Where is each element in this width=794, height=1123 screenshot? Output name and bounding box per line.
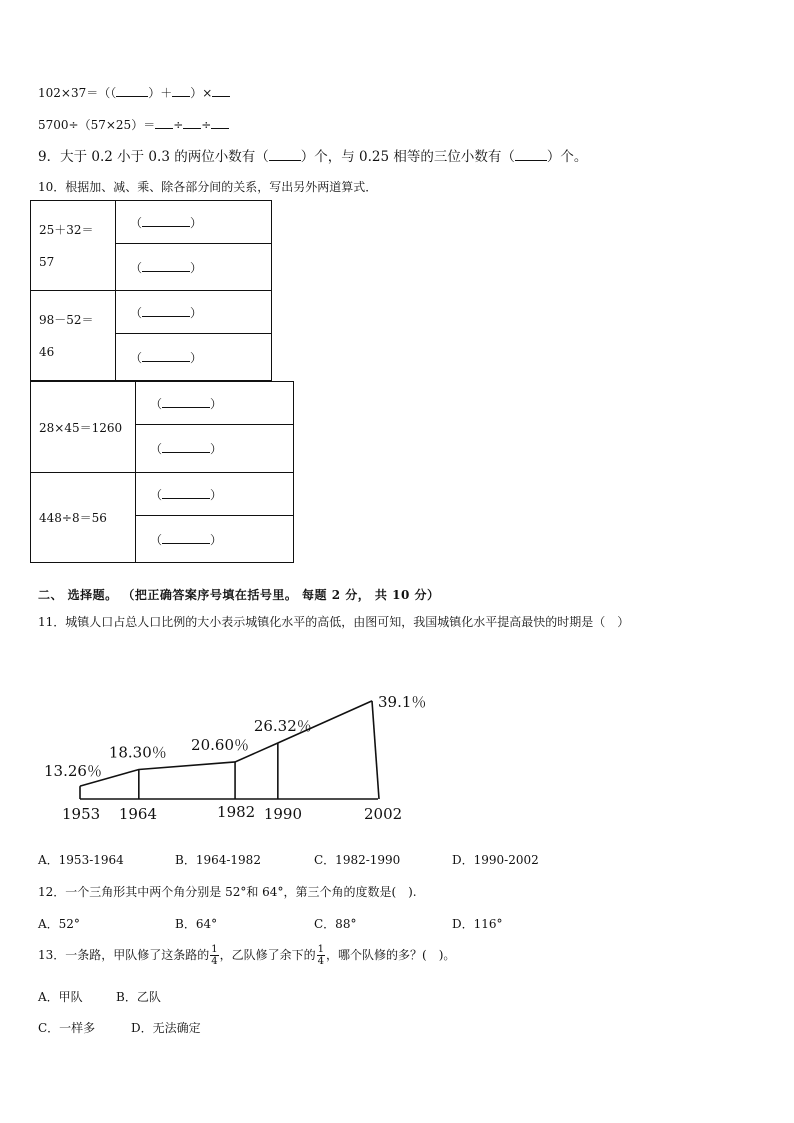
q13-option-c[interactable]: C．一样多 bbox=[38, 1021, 96, 1035]
q12-option-a[interactable]: A．52° bbox=[38, 917, 80, 931]
paren-close: ） bbox=[210, 396, 223, 411]
paren-open: （ bbox=[150, 442, 163, 456]
paren-close: ） bbox=[210, 442, 223, 456]
chart-data-label: 13.26％ bbox=[44, 762, 102, 781]
paren-open: （ bbox=[130, 215, 143, 230]
answer-blank[interactable] bbox=[172, 84, 190, 97]
answer-blank[interactable] bbox=[142, 304, 190, 317]
q8-line1-part-c: ）× bbox=[190, 86, 213, 100]
answer-blank[interactable] bbox=[269, 148, 301, 161]
q9-text bbox=[38, 145, 587, 165]
q13-part-b: ，乙队修了余下的 bbox=[219, 948, 316, 962]
q13-part-a: 13．一条路，甲队修了这条路的 bbox=[38, 948, 210, 962]
answer-blank[interactable] bbox=[162, 440, 210, 453]
paren-close: ） bbox=[190, 215, 203, 230]
chart-x-tick-labels bbox=[62, 803, 402, 823]
paren-close: ） bbox=[210, 487, 223, 502]
answer-blank[interactable] bbox=[211, 116, 229, 129]
q12-option-d[interactable]: D．116° bbox=[452, 917, 503, 931]
answer-cell[interactable] bbox=[136, 473, 294, 516]
q10-equation-4: 448÷8＝56 bbox=[31, 473, 136, 563]
equation-result: 57 bbox=[39, 254, 55, 269]
chart-x-tick-label: 1964 bbox=[118, 805, 158, 823]
paren-close: ） bbox=[210, 532, 223, 547]
answer-cell[interactable] bbox=[116, 244, 272, 291]
chart-right-edge bbox=[372, 701, 379, 799]
q8-line1-part-b: ）＋ bbox=[148, 86, 173, 100]
answer-blank[interactable] bbox=[155, 116, 173, 129]
section-2-title: 二、 选择题。 （把正确答案序号填在括号里。 每题 2 分， 共 10 分） bbox=[38, 588, 440, 602]
q11-option-a[interactable]: A．1953-1964 bbox=[38, 853, 124, 867]
q13-option-d[interactable]: D．无法确定 bbox=[131, 1021, 201, 1035]
paren-open: （ bbox=[130, 260, 143, 275]
paren-open: （ bbox=[130, 350, 143, 365]
fraction-numerator: 1 bbox=[211, 944, 218, 955]
answer-blank[interactable] bbox=[116, 84, 148, 97]
answer-blank[interactable] bbox=[142, 214, 190, 227]
q9-part-c: ）个。 bbox=[546, 149, 588, 165]
answer-blank[interactable] bbox=[162, 486, 210, 499]
answer-blank[interactable] bbox=[183, 116, 201, 129]
answer-blank[interactable] bbox=[515, 148, 547, 161]
paren-open: （ bbox=[150, 532, 163, 547]
fraction-denominator: 4 bbox=[211, 956, 218, 967]
q12-text: 12．一个三角形其中两个角分别是 52°和 64°，第三个角的度数是( ). bbox=[38, 885, 417, 899]
q8-line2-part-b: ÷ bbox=[173, 118, 184, 132]
q11-option-b[interactable]: B．1964-1982 bbox=[175, 853, 261, 867]
answer-blank[interactable] bbox=[142, 259, 190, 272]
q8-line1-part-a: 102×37＝（（ bbox=[38, 86, 117, 100]
equation-text: 25＋32＝ bbox=[39, 222, 94, 237]
answer-cell[interactable] bbox=[116, 291, 272, 334]
q10-equation-2 bbox=[31, 291, 116, 381]
q8-line2 bbox=[38, 116, 229, 133]
q10-table-2 bbox=[30, 381, 294, 563]
paren-open: （ bbox=[150, 396, 163, 411]
q8-line2-part-c: ÷ bbox=[201, 118, 212, 132]
chart-x-tick-label: 1982 bbox=[217, 803, 256, 821]
fraction-numerator: 1 bbox=[317, 944, 325, 955]
chart-x-tick-label: 1953 bbox=[62, 805, 101, 823]
chart-x-tick-label: 2002 bbox=[364, 805, 403, 823]
chart-x-tick-label: 1990 bbox=[263, 805, 303, 823]
answer-cell[interactable] bbox=[136, 425, 294, 473]
q13-part-c: ，哪个队修的多？( )。 bbox=[326, 948, 456, 962]
paren-close: ） bbox=[190, 305, 203, 320]
answer-blank[interactable] bbox=[162, 531, 210, 544]
chart-data-label: 26.32％ bbox=[253, 717, 312, 736]
chart-data-label: 39.1％ bbox=[378, 692, 427, 711]
equation-text: 98－52＝ bbox=[39, 312, 94, 327]
chart-data-label: 18.30％ bbox=[108, 743, 167, 762]
q9-part-b: ）个，与 0.25 相等的三位小数有（ bbox=[300, 149, 515, 165]
fraction-one-quarter bbox=[317, 944, 325, 967]
q8-line1 bbox=[38, 84, 230, 101]
q9-part-a: 9．大于 0.2 小于 0.3 的两位小数有（ bbox=[38, 149, 269, 165]
q13-option-a[interactable]: A．甲队 bbox=[38, 990, 83, 1004]
q8-line2-part-a: 5700÷（57×25）＝ bbox=[38, 118, 156, 132]
q10-text: 10．根据加、减、乘、除各部分间的关系，写出另外两道算式． bbox=[38, 180, 378, 194]
q11-text: 11．城镇人口占总人口比例的大小表示城镇化水平的高低，由图可知，我国城镇化水平提高最快的时期是（ ） bbox=[38, 615, 630, 629]
answer-blank[interactable] bbox=[212, 84, 230, 97]
answer-cell[interactable] bbox=[116, 334, 272, 381]
q11-option-c[interactable]: C．1982-1990 bbox=[314, 853, 401, 867]
urbanization-chart bbox=[36, 650, 436, 830]
paren-close: ） bbox=[190, 260, 203, 275]
equation-result: 46 bbox=[39, 344, 55, 359]
q10-equation-1 bbox=[31, 201, 116, 291]
fraction-denominator: 4 bbox=[317, 956, 325, 967]
answer-cell[interactable] bbox=[136, 516, 294, 563]
answer-blank[interactable] bbox=[162, 395, 210, 408]
paren-open: （ bbox=[130, 305, 143, 320]
q10-table-1 bbox=[30, 200, 272, 381]
q12-option-b[interactable]: B．64° bbox=[175, 917, 218, 931]
q11-option-d[interactable]: D．1990-2002 bbox=[452, 853, 539, 867]
chart-data-label: 20.60％ bbox=[191, 735, 250, 754]
answer-cell[interactable] bbox=[136, 382, 294, 425]
answer-blank[interactable] bbox=[142, 349, 190, 362]
paren-close: ） bbox=[190, 350, 203, 365]
q10-equation-3: 28×45＝1260 bbox=[31, 382, 136, 473]
answer-cell[interactable] bbox=[116, 201, 272, 244]
q13-option-b[interactable]: B．乙队 bbox=[116, 990, 161, 1004]
paren-open: （ bbox=[150, 487, 163, 502]
q12-option-c[interactable]: C．88° bbox=[314, 917, 357, 931]
fraction-one-quarter bbox=[210, 944, 218, 967]
q13-text bbox=[38, 944, 455, 967]
